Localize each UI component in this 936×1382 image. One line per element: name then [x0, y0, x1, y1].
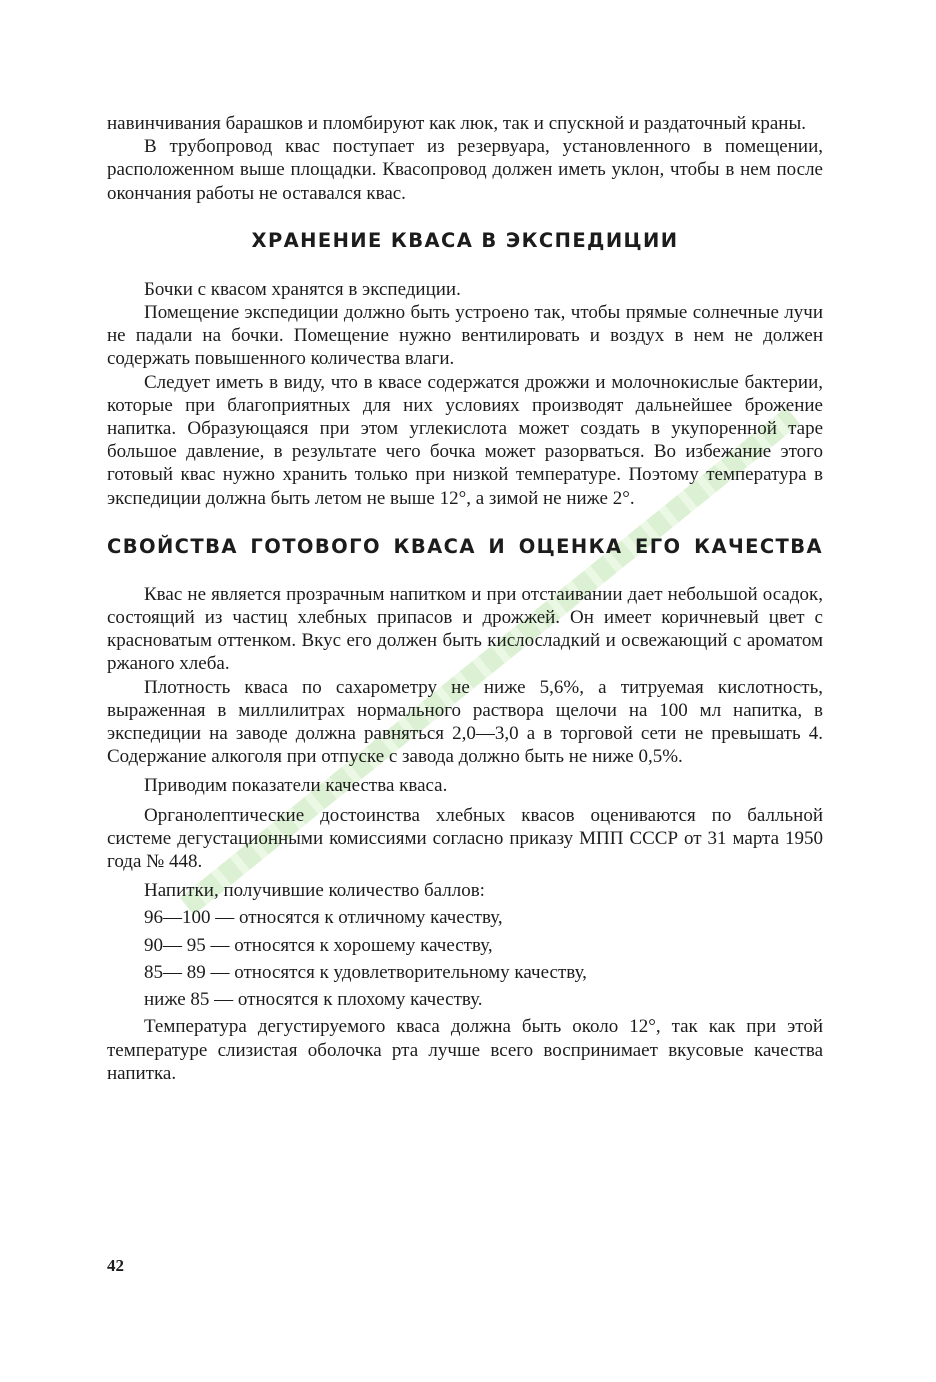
paragraph-properties-4: Органолептические достоинства хлебных квасов оцениваются по балльной системе дегустационными комиссиями согласно приказу МПП СССР от 31 марта 1950 года № 448.: [107, 804, 823, 873]
section-heading-storage: ХРАНЕНИЕ КВАСА В ЭКСПЕДИЦИИ: [251, 228, 679, 252]
paragraph-properties-5: Напитки, получившие количество баллов:: [144, 880, 485, 902]
score-range-excellent: 96—100 — относятся к отличному качеству,: [144, 907, 503, 929]
paragraph-storage-2: Помещение экспедиции должно быть устроено так, чтобы прямые солнечные лучи не падали на бочки. Помещение нужно вентилировать и воздух в нем не должен содержать повышенного количества влаги.: [107, 302, 823, 370]
paragraph-properties-1: Квас не является прозрачным напитком и при отстаивании дает небольшой осадок, состоящий из частиц хлебных припасов и дрожжей. Он имеет коричневый цвет с красноватым оттенком. Вкус его должен быть кислосладкий и освежающий с ароматом ржаного хлеба.: [107, 583, 823, 675]
page-body: [107, 112, 823, 1085]
paragraph-properties-3: Приводим показатели качества кваса.: [144, 775, 448, 797]
score-range-poor: ниже 85 — относятся к плохому качеству.: [144, 989, 483, 1011]
paragraph-storage-1: Бочки с квасом хранятся в экспедиции.: [144, 278, 461, 300]
score-range-satisfactory: 85— 89 — относятся к удовлетворительному качеству,: [144, 961, 587, 983]
paragraph-pipeline: В трубопровод квас поступает из резервуара, установленного в помещении, расположенном выше площадки. Квасопровод должен иметь уклон, чтобы в нем после окончания работы не оставался квас.: [107, 136, 823, 204]
section-heading-properties: СВОЙСТВА ГОТОВОГО КВАСА И ОЦЕНКА ЕГО КАЧЕСТВА: [107, 534, 823, 558]
paragraph-continued: навинчивания барашков и пломбируют как люк, так и спускной и раздаточный краны.: [107, 113, 806, 134]
paragraph-properties-2: Плотность кваса по сахарометру не ниже 5,6%, а титруемая кислотность, выраженная в миллилитрах нормального раствора щелочи на 100 мл напитка, в экспедиции на заводе должна равняться 2,0—3,0 а в торговой сети не превышать 4. Содержание алкоголя при отпуске с завода должно быть не ниже 0,5%.: [107, 676, 823, 768]
paragraph-storage-3: Следует иметь в виду, что в квасе содержатся дрожжи и молочнокислые бактерии, которые при благоприятных для них условиях производят дальнейшее брожение напитка. Образующаяся при этом углекислота может создать в укупоренной таре большое давление, в результате чего бочка может разорваться. Во избежание этого готовый квас нужно хранить только при низкой температуре. Поэтому температура в экспедиции должна быть летом не выше 12°, а зимой не ниже 2°.: [107, 371, 823, 509]
page-number: 42: [107, 1256, 124, 1275]
score-range-good: 90— 95 — относятся к хорошему качеству,: [144, 934, 493, 956]
paragraph-tasting-temperature: Температура дегустируемого кваса должна быть около 12°, так как при этой температуре слизистая оболочка рта лучше всего воспринимает вкусовые качества напитка.: [107, 1016, 823, 1084]
